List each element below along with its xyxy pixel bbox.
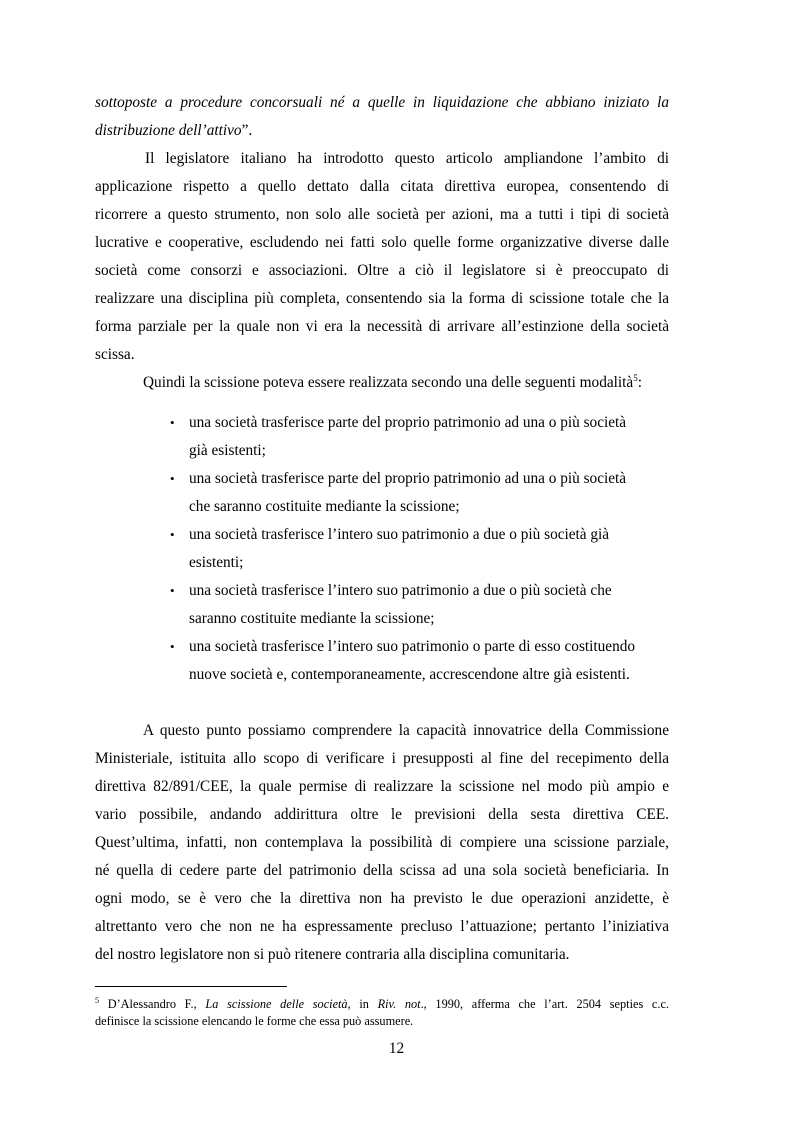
footnote-separator — [95, 986, 287, 987]
paragraph-4-line-5: Quest’ultima, infatti, non contemplava la possibilità di compiere una scissione parziale, — [95, 834, 669, 851]
paragraph-4-line-3: direttiva 82/891/CEE, la quale permise di realizzare la scissione nel modo più ampio e — [95, 778, 669, 795]
paragraph-2-line-3: ricorrere a questo strumento, non solo alle società per azioni, ma a tutti i tipi di società — [95, 206, 669, 223]
paragraph-2-line-6: realizzare una disciplina più completa, consentendo sia la forma di scissione totale che la — [95, 290, 669, 307]
footnote-rest: ., 1990, afferma che l’art. 2504 septies c.c. — [420, 997, 669, 1011]
bullet-icon: • — [170, 415, 175, 430]
paragraph-2-line-4: lucrative e cooperative, escludendo nei fatti solo quelle forme organizzative diverse dalle — [95, 234, 669, 251]
list-item-3-line-2: esistenti; — [189, 554, 244, 571]
paragraph-4-line-6: né quella di cedere parte del patrimonio della scissa ad una sola società beneficiaria. In — [95, 862, 669, 879]
paragraph-2-line-2: applicazione rispetto a quello dettato dalla citata direttiva europea, consentendo di — [95, 178, 669, 195]
paragraph-4-line-8: altrettanto vero che non ne ha espressamente precluso l’attuazione; pertanto l’iniziativa — [95, 918, 669, 935]
bullet-icon: • — [170, 527, 175, 542]
paragraph-4-line-1: A questo punto possiamo comprendere la capacità innovatrice della Commissione — [143, 722, 669, 739]
list-item-2-line-2: che saranno costituite mediante la scissione; — [189, 498, 460, 515]
paragraph-3-colon: : — [637, 374, 642, 391]
footnote-ref-5[interactable]: 5 — [633, 372, 638, 383]
footnote-mid: , in — [347, 997, 378, 1011]
paragraph-4-line-9: del nostro legislatore non si può ritenere contraria alla disciplina comunitaria. — [95, 946, 570, 963]
bullet-icon: • — [170, 471, 175, 486]
quote-line-2-italic: distribuzione dell’attivo — [95, 122, 242, 139]
quote-line-1: sottoposte a procedure concorsuali né a quelle in liquidazione che abbiano iniziato la — [95, 94, 669, 111]
list-item-1-line-1: una società trasferisce parte del proprio patrimonio ad una o più società — [189, 414, 627, 431]
paragraph-2-line-5: società come consorzi e associazioni. Oltre a ciò il legislatore si è preoccupato di — [95, 262, 669, 279]
paragraph-2-line-8: scissa. — [95, 346, 135, 363]
list-item-4-line-2: saranno costituite mediante la scissione; — [189, 610, 435, 627]
paragraph-4-line-7: ogni modo, se è vero che la direttiva non ha previsto le due operazioni anzidette, è — [95, 890, 669, 907]
footnote-line-2: definisce la scissione elencando le forme che essa può assumere. — [95, 1014, 414, 1028]
list-item-4-line-1: una società trasferisce l’intero suo patrimonio a due o più società che — [189, 582, 612, 599]
list-item-5-line-1: una società trasferisce l’intero suo patrimonio o parte di esso costituendo — [189, 638, 636, 655]
page-number: 12 — [388, 1040, 405, 1057]
footnote-title: La scissione delle società — [205, 997, 348, 1011]
list-item-1-line-2: già esistenti; — [189, 442, 266, 459]
paragraph-4-line-2: Ministeriale, istituita allo scopo di verificare i presupposti al fine del recepimento della — [95, 750, 669, 767]
footnote-mark: 5 — [95, 995, 99, 1005]
paragraph-3-text: Quindi la scissione poteva essere realizzata secondo una delle seguenti modalità — [143, 374, 634, 391]
paragraph-2-line-7: forma parziale per la quale non vi era la necessità di arrivare all’estinzione della società — [95, 318, 669, 335]
list-item-2-line-1: una società trasferisce parte del proprio patrimonio ad una o più società — [189, 470, 627, 487]
footnote-journal: Riv. not — [377, 997, 421, 1011]
footnote-line-1 — [95, 996, 669, 1012]
quote-line-2 — [95, 121, 252, 141]
list-item-3-line-1: una società trasferisce l’intero suo patrimonio a due o più società già — [189, 526, 610, 543]
footnote-author: D’Alessandro F., — [99, 997, 206, 1011]
quote-close: ”. — [241, 122, 253, 139]
bullet-icon: • — [170, 583, 175, 598]
paragraph-3 — [143, 373, 642, 393]
bullet-icon: • — [170, 639, 175, 654]
paragraph-2-line-1: Il legislatore italiano ha introdotto questo articolo ampliandone l’ambito di — [145, 150, 669, 167]
paragraph-4-line-4: vario possibile, andando addirittura oltre le previsioni della sesta direttiva CEE. — [95, 806, 669, 823]
list-item-5-line-2: nuove società e, contemporaneamente, accrescendone altre già esistenti. — [189, 666, 630, 683]
